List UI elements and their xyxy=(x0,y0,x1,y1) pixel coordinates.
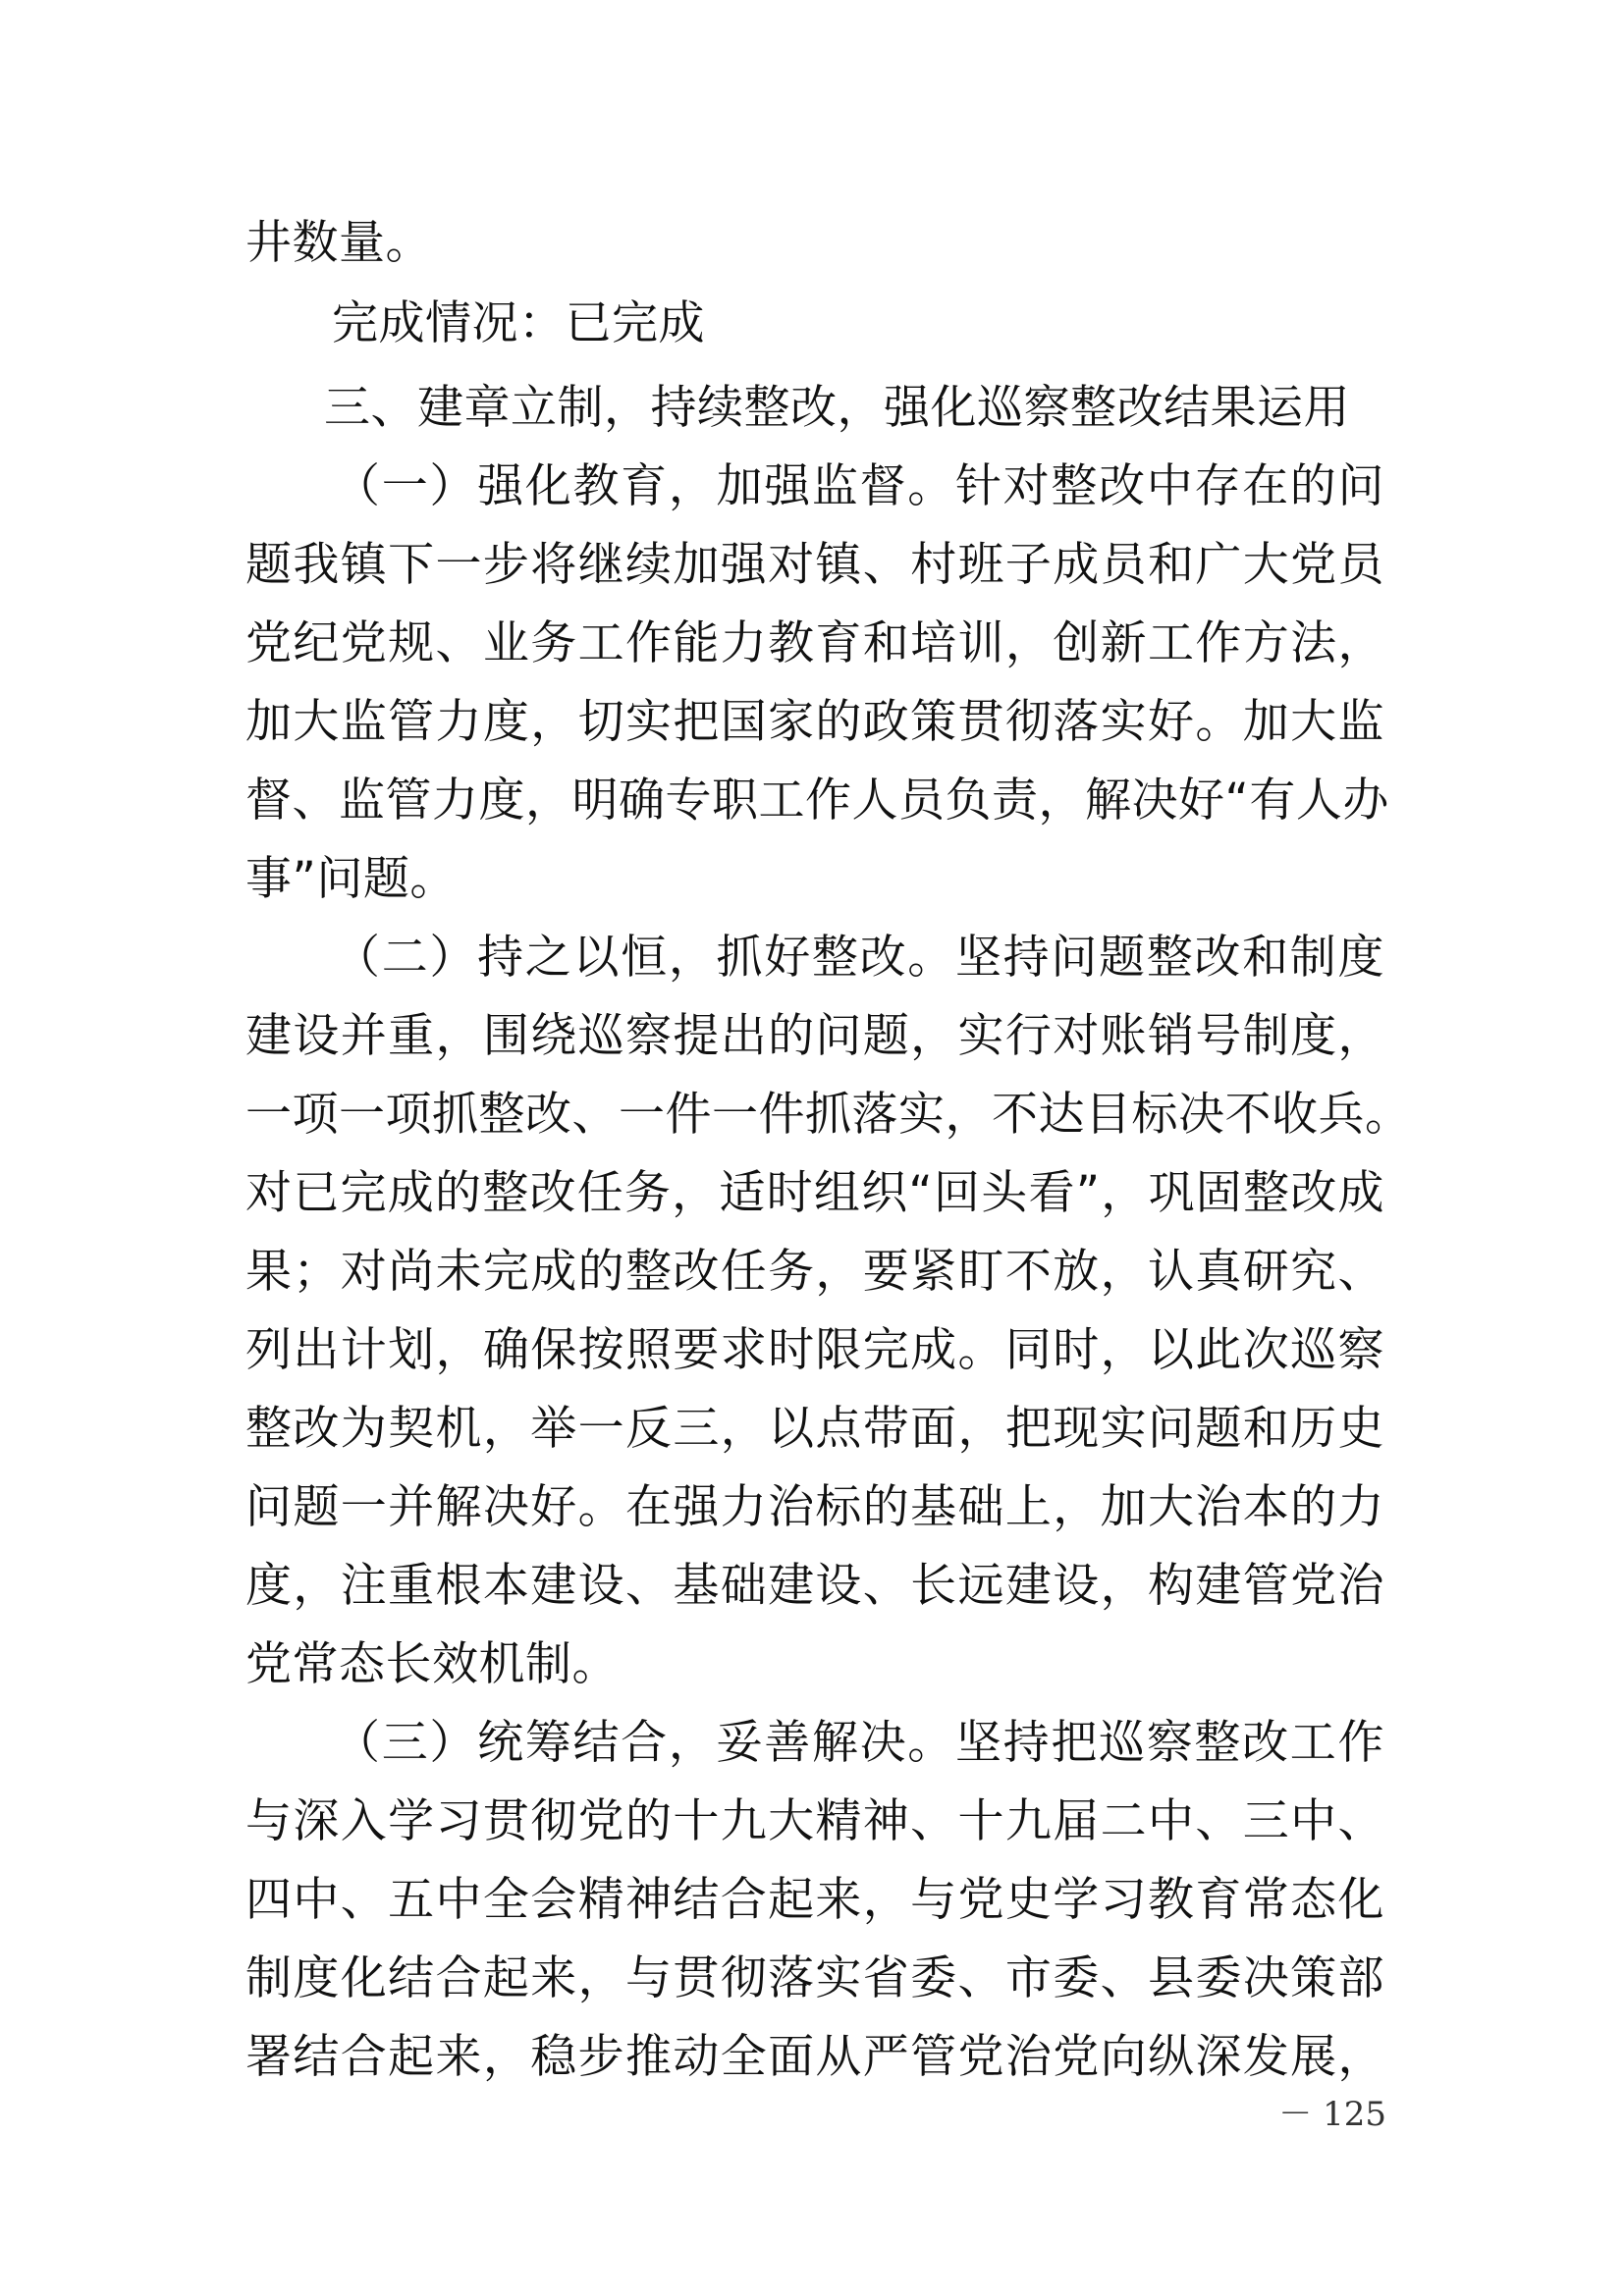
text-line: 整改为契机，举一反三，以点带面，把现实问题和历史 xyxy=(245,1402,1384,1456)
text-line: 四中、五中全会精神结合起来，与党史学习教育常态化 xyxy=(245,1873,1384,1927)
text-line: 党纪党规、业务工作能力教育和培训，创新工作方法， xyxy=(245,616,1384,670)
text-line: （一）强化教育，加强监督。针对整改中存在的问 xyxy=(334,459,1384,513)
text-line: 署结合起来，稳步推动全面从严管党治党向纵深发展， xyxy=(245,2030,1384,2084)
text-line: 题我镇下一步将继续加强对镇、村班子成员和广大党员 xyxy=(245,538,1384,592)
text-line: 党常态长效机制。 xyxy=(245,1637,619,1691)
text-line: 井数量。 xyxy=(245,216,432,270)
text-line: （三）统筹结合，妥善解决。坚持把巡察整改工作 xyxy=(334,1716,1384,1770)
text-line: 度，注重根本建设、基础建设、长远建设，构建管党治 xyxy=(245,1559,1384,1613)
completion-status: 完成情况：已完成 xyxy=(332,296,705,350)
text-line: 果；对尚未完成的整改任务，要紧盯不放，认真研究、 xyxy=(245,1245,1384,1299)
text-line: （二）持之以恒，抓好整改。坚持问题整改和制度 xyxy=(334,931,1384,985)
page-number: － 125 xyxy=(1278,2095,1386,2134)
text-line: 加大监管力度，切实把国家的政策贯彻落实好。加大监 xyxy=(245,695,1384,749)
text-line: 制度化结合起来，与贯彻落实省委、市委、县委决策部 xyxy=(245,1951,1384,2005)
section-heading: 三、建章立制，持续整改，强化巡察整改结果运用 xyxy=(324,381,1350,435)
text-line: 与深入学习贯彻党的十九大精神、十九届二中、三中、 xyxy=(245,1794,1384,1848)
text-line: 对已完成的整改任务，适时组织“回头看”，巩固整改成 xyxy=(245,1166,1384,1220)
text-line: 问题一并解决好。在强力治标的基础上，加大治本的力 xyxy=(245,1480,1384,1534)
text-line: 一项一项抓整改、一件一件抓落实，不达目标决不收兵。 xyxy=(245,1088,1412,1142)
text-line: 督、监管力度，明确专职工作人员负责，解决好“有人办 xyxy=(245,774,1389,828)
text-line: 事”问题。 xyxy=(245,852,457,906)
text-line: 列出计划，确保按照要求时限完成。同时，以此次巡察 xyxy=(245,1323,1384,1377)
text-line: 建设并重，围绕巡察提出的问题，实行对账销号制度， xyxy=(245,1009,1384,1063)
